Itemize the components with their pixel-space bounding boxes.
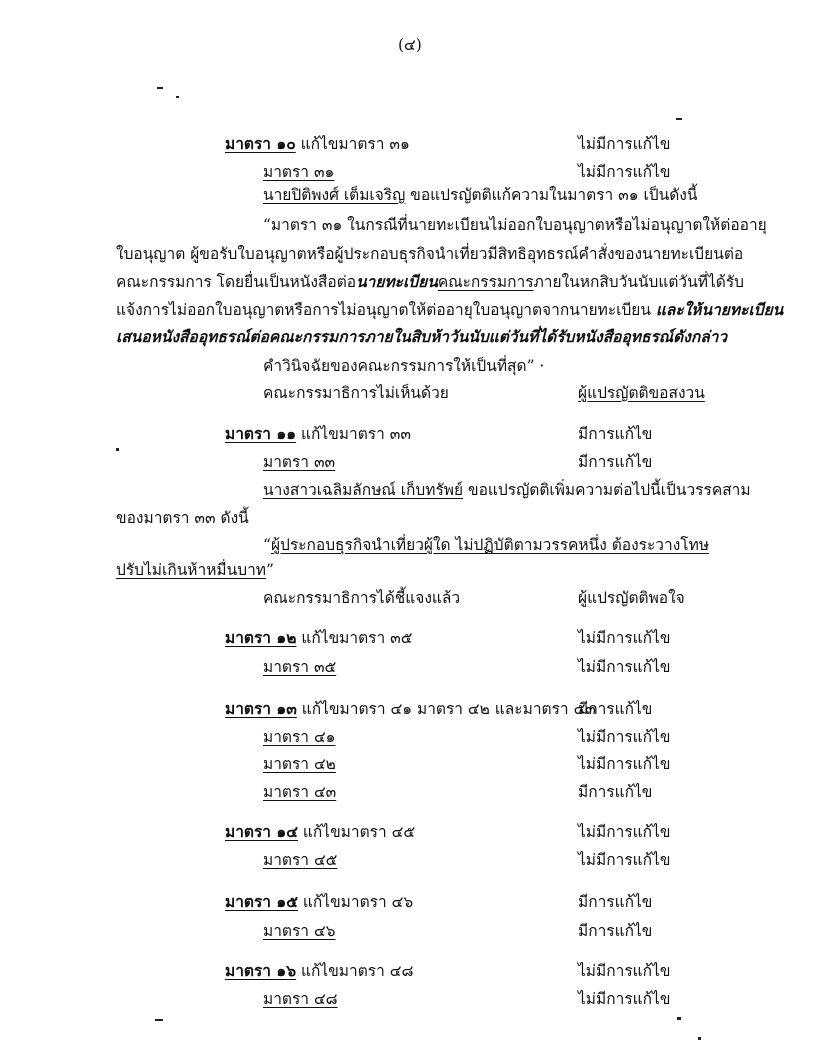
section-13-status: มีการแก้ไข <box>578 700 653 718</box>
inserted-text: ผู้ประกอบธุรกิจนำเที่ยวผู้ใด ไม่ปฏิบัติตามวรรคหนึ่ง ต้องระวางโทษ <box>270 536 710 554</box>
section-10-quote-line-3 <box>116 271 744 293</box>
scan-speck <box>116 448 119 451</box>
section-11-member-request: ขอแปรญัตติเพิ่มความต่อไปนี้เป็นวรรคสาม <box>463 481 751 499</box>
section-13-sub-label: มาตรา ๔๓ <box>263 783 337 801</box>
section-11-member-name: นางสาวเฉลิมลักษณ์ เก็บทรัพย์ <box>263 481 464 499</box>
section-16-heading <box>225 960 413 982</box>
section-14-label: มาตรา ๑๔ <box>225 822 298 841</box>
section-15-status: มีการแก้ไข <box>578 893 653 911</box>
section-11-status: มีการแก้ไข <box>578 425 653 443</box>
section-11-member-line <box>263 479 751 501</box>
section-11-sub-status: มีการแก้ไข <box>578 453 653 471</box>
section-11-quote-line-2 <box>116 559 274 581</box>
quote-text: ภายในหกสิบวันนับแต่วันที่ได้รับ <box>533 273 744 291</box>
section-15-sub-label: มาตรา ๔๖ <box>263 922 336 940</box>
section-11-committee: คณะกรรมาธิการได้ชี้แจงแล้ว <box>263 589 461 607</box>
section-10-quote-line-5: เสนอหนังสืออุทธรณ์ต่อคณะกรรมการภายในสิบห้าวันนับแต่วันที่ได้รับหนังสืออุทธรณ์ดังกล่าว <box>116 327 728 346</box>
section-13-sub-label: มาตรา ๔๒ <box>263 755 336 773</box>
section-13-sub-label: มาตรา ๔๑ <box>263 728 336 746</box>
scan-speck <box>157 87 163 89</box>
scan-speck <box>676 118 682 120</box>
quote-open: “ <box>263 536 271 554</box>
section-11-heading <box>225 423 411 445</box>
scan-speck <box>677 1017 681 1020</box>
section-10-heading <box>225 133 410 155</box>
deleted-text: คณะกรรมการ <box>437 273 534 291</box>
section-10-sub-status: ไม่มีการแก้ไข <box>578 163 671 181</box>
section-14-amend-text: แก้ไขมาตรา ๔๕ <box>297 823 416 841</box>
section-11-result: ผู้แปรญัตติพอใจ <box>578 589 685 607</box>
section-15-label: มาตรา ๑๕ <box>225 892 298 911</box>
section-10-sub-label: มาตรา ๓๑ <box>263 163 335 181</box>
section-13-sub-status: ไม่มีการแก้ไข <box>578 755 671 773</box>
section-10-member-name: นายปิติพงศ์ เต็มเจริญ <box>263 186 406 204</box>
page-number: (๔) <box>398 36 422 54</box>
scan-speck <box>698 1037 701 1040</box>
section-13-label: มาตรา ๑๓ <box>225 699 297 718</box>
inserted-text: ปรับไม่เกินห้าหมื่นบาท <box>116 561 267 579</box>
section-10-member-line <box>263 184 697 206</box>
scan-speck <box>176 96 179 98</box>
quote-close: ” <box>266 561 274 579</box>
scan-speck <box>155 1019 163 1021</box>
section-10-amend-text: แก้ไขมาตรา ๓๑ <box>295 135 410 153</box>
section-15-sub-status: มีการแก้ไข <box>578 922 653 940</box>
section-12-amend-text: แก้ไขมาตรา ๓๕ <box>296 629 413 647</box>
section-10-quote-line-2: ใบอนุญาต ผู้ขอรับใบอนุญาตหรือผู้ประกอบธุรกิจนำเที่ยวมีสิทธิอุทธรณ์คำสั่งของนายทะเบียนต่อ <box>116 245 744 263</box>
section-12-sub-status: ไม่มีการแก้ไข <box>578 658 671 676</box>
section-11-quote-line-1 <box>263 534 709 556</box>
section-10-quote-line-1: “มาตรา ๓๑ ในกรณีที่นายทะเบียนไม่ออกใบอนุญาตหรือไม่อนุญาตให้ต่ออายุ <box>263 216 767 234</box>
section-15-amend-text: แก้ไขมาตรา ๔๖ <box>297 893 414 911</box>
section-14-heading <box>225 821 415 843</box>
section-16-sub-label: มาตรา ๔๘ <box>263 990 338 1008</box>
section-11-amend-text: แก้ไขมาตรา ๓๓ <box>296 425 411 443</box>
section-12-heading <box>225 627 412 649</box>
section-15-heading <box>225 891 413 913</box>
section-13-amend-text: แก้ไขมาตรา ๔๑ มาตรา ๔๒ และมาตรา ๔๓ <box>296 700 596 718</box>
section-14-sub-status: ไม่มีการแก้ไข <box>578 851 671 869</box>
inserted-text: นายทะเบียน <box>356 272 438 291</box>
section-12-label: มาตรา ๑๒ <box>225 628 297 647</box>
section-10-committee: คณะกรรมาธิการไม่เห็นด้วย <box>263 384 449 402</box>
section-11-sub-label: มาตรา ๓๓ <box>263 453 336 471</box>
quote-text: คณะกรรมการ โดยยื่นเป็นหนังสือต่อ <box>116 273 357 291</box>
section-11-member-line-2: ของมาตรา ๓๓ ดังนี้ <box>116 509 249 527</box>
quote-text: แจ้งการไม่ออกใบอนุญาตหรือการไม่อนุญาตให้ต่ออายุใบอนุญาตจากนายทะเบียน <box>116 301 656 319</box>
section-16-sub-status: ไม่มีการแก้ไข <box>578 990 671 1008</box>
section-10-member-request: ขอแปรญัตติแก้ความในมาตรา ๓๑ เป็นดังนี้ <box>405 186 698 204</box>
section-13-sub-status: ไม่มีการแก้ไข <box>578 728 671 746</box>
section-13-heading <box>225 698 596 720</box>
section-16-label: มาตรา ๑๖ <box>225 961 297 980</box>
section-11-label: มาตรา ๑๑ <box>225 424 297 443</box>
section-12-status: ไม่มีการแก้ไข <box>578 629 671 647</box>
section-13-sub-status: มีการแก้ไข <box>578 783 653 801</box>
section-12-sub-label: มาตรา ๓๕ <box>263 658 337 676</box>
section-10-quote-line-4 <box>116 299 783 321</box>
inserted-text: และให้นายทะเบียน <box>655 300 784 319</box>
section-14-status: ไม่มีการแก้ไข <box>578 823 671 841</box>
section-10-status: ไม่มีการแก้ไข <box>578 135 671 153</box>
section-14-sub-label: มาตรา ๔๕ <box>263 851 338 869</box>
section-10-label: มาตรา ๑๐ <box>225 134 296 153</box>
section-10-quote-line-6: คำวินิจฉัยของคณะกรรมการให้เป็นที่สุด” · <box>263 357 545 375</box>
section-16-status: ไม่มีการแก้ไข <box>578 962 671 980</box>
section-16-amend-text: แก้ไขมาตรา ๔๘ <box>296 962 414 980</box>
section-10-result: ผู้แปรญัตติขอสงวน <box>578 384 705 402</box>
